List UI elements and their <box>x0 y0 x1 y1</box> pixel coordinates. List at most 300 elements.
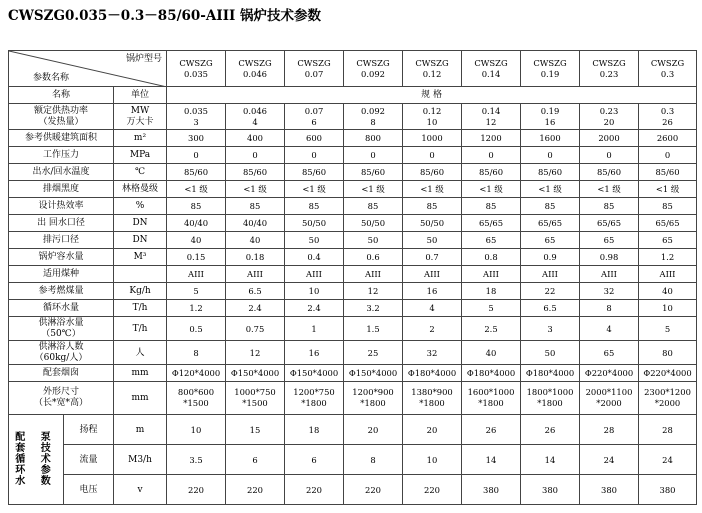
param-name-line: 额定供热功率 <box>33 105 88 116</box>
header-param-label: 参数名称 <box>33 73 70 83</box>
value-cell: 14 <box>462 445 521 475</box>
value-cell: 65 <box>521 232 580 249</box>
table-row <box>9 232 697 249</box>
value-cell <box>521 382 580 415</box>
value-cell: 5 <box>167 283 226 300</box>
param-name-line: （60kg/人） <box>34 352 88 363</box>
value-cell: 85/60 <box>167 164 226 181</box>
value-line: *1800 <box>537 398 563 408</box>
value-cell: 85 <box>639 198 697 215</box>
value-cell: 50/50 <box>344 215 403 232</box>
param-name-cell: 排污口径 <box>9 232 114 249</box>
value-cell: 0 <box>580 147 639 164</box>
value-cell: 65/65 <box>462 215 521 232</box>
value-cell: 1000 <box>403 130 462 147</box>
value-cell: 65/65 <box>580 215 639 232</box>
param-name-cell: 参考供暖建筑面积 <box>9 130 114 147</box>
model-header-cell <box>580 51 639 87</box>
param-name-cell: 适用煤种 <box>9 266 114 283</box>
value-cell <box>462 104 521 130</box>
value-cell: 0 <box>521 147 580 164</box>
table-row <box>9 164 697 181</box>
unit-cell: ℃ <box>114 164 167 181</box>
unit-cell: M3/h <box>114 445 167 475</box>
model-header-cell <box>167 51 226 87</box>
value-cell: 85/60 <box>344 164 403 181</box>
value-cell: 1.2 <box>167 300 226 317</box>
value-cell: 10 <box>403 445 462 475</box>
unit-cell: DN <box>114 232 167 249</box>
value-cell: 600 <box>285 130 344 147</box>
value-cell <box>580 104 639 130</box>
value-cell: AIII <box>285 266 344 283</box>
value-cell <box>226 104 285 130</box>
value-cell: AIII <box>580 266 639 283</box>
param-name-line: （长*宽*高） <box>33 398 88 408</box>
value-cell: 65 <box>462 232 521 249</box>
model-capacity: 0.14 <box>481 68 501 79</box>
value-cell: 50 <box>403 232 462 249</box>
value-cell: 26 <box>462 415 521 445</box>
value-cell: 65 <box>639 232 697 249</box>
value-cell: 2.4 <box>226 300 285 317</box>
value-line: *1500 <box>183 398 209 408</box>
value-cell <box>403 104 462 130</box>
value-cell: 25 <box>344 341 403 365</box>
table-row <box>9 365 697 382</box>
model-prefix: CWSZG <box>474 57 508 68</box>
value-cell <box>639 104 697 130</box>
value-line: 0.23 <box>599 105 619 116</box>
value-cell: AIII <box>167 266 226 283</box>
value-cell <box>285 104 344 130</box>
column-header-row <box>9 87 697 104</box>
value-cell <box>344 382 403 415</box>
value-cell: 220 <box>344 475 403 505</box>
value-cell <box>167 382 226 415</box>
value-line: 26 <box>662 116 673 127</box>
value-cell: 380 <box>462 475 521 505</box>
pump-row <box>9 445 697 475</box>
value-cell: 0.9 <box>521 249 580 266</box>
value-cell: 28 <box>639 415 697 445</box>
value-line: 0.14 <box>481 105 501 116</box>
model-prefix: CWSZG <box>356 57 390 68</box>
value-cell: 85 <box>403 198 462 215</box>
value-cell: <1 级 <box>521 181 580 198</box>
table-row <box>9 382 697 415</box>
param-name-cell: 参考燃煤量 <box>9 283 114 300</box>
value-line: 8 <box>370 116 376 127</box>
unit-cell: T/h <box>114 317 167 341</box>
value-cell: 1.5 <box>344 317 403 341</box>
param-name-line: 外形尺寸 <box>42 387 79 397</box>
value-line: 10 <box>426 116 438 127</box>
value-cell: 380 <box>580 475 639 505</box>
value-cell: 0.4 <box>285 249 344 266</box>
value-cell: 6.5 <box>226 283 285 300</box>
value-cell: 80 <box>639 341 697 365</box>
pump-group-line: 套 技 <box>15 443 57 454</box>
value-cell: 85 <box>580 198 639 215</box>
unit-cell: 人 <box>114 341 167 365</box>
model-capacity: 0.046 <box>243 68 267 79</box>
param-name-cell: 设计热效率 <box>9 198 114 215</box>
value-cell: 85/60 <box>521 164 580 181</box>
value-cell <box>344 104 403 130</box>
value-line: 6 <box>311 116 317 127</box>
value-cell: <1 级 <box>344 181 403 198</box>
value-cell: 300 <box>167 130 226 147</box>
value-line: 4 <box>252 116 258 127</box>
value-cell: Φ150*4000 <box>226 365 285 382</box>
unit-cell: mm <box>114 365 167 382</box>
value-cell: 3.5 <box>167 445 226 475</box>
value-line: 0.19 <box>540 105 560 116</box>
value-cell: 1.2 <box>639 249 697 266</box>
unit-cell: v <box>114 475 167 505</box>
pump-row <box>9 475 697 505</box>
value-line: 800*600 <box>177 387 215 397</box>
param-name-line: （50℃） <box>41 328 81 339</box>
unit-cell: M³ <box>114 249 167 266</box>
value-line: 0.07 <box>304 105 324 116</box>
param-name-cell <box>9 382 114 415</box>
value-cell: 1600 <box>521 130 580 147</box>
param-name-cell: 排烟黑度 <box>9 181 114 198</box>
value-cell <box>226 382 285 415</box>
value-line: 1600*1000 <box>467 387 515 397</box>
value-cell: 6 <box>226 445 285 475</box>
value-cell: <1 级 <box>167 181 226 198</box>
model-header-cell <box>226 51 285 87</box>
value-cell: 85/60 <box>580 164 639 181</box>
unit-line: MW <box>130 105 150 116</box>
value-line: *2000 <box>654 398 681 408</box>
value-cell <box>521 104 580 130</box>
value-cell: 0 <box>285 147 344 164</box>
value-cell: 3 <box>521 317 580 341</box>
param-name-cell: 出水/回水温度 <box>9 164 114 181</box>
unit-cell: MPa <box>114 147 167 164</box>
value-cell: 50 <box>285 232 344 249</box>
value-cell: 24 <box>639 445 697 475</box>
value-cell: 18 <box>285 415 344 445</box>
value-cell: 18 <box>462 283 521 300</box>
pump-param-name: 电压 <box>64 475 114 505</box>
model-header-cell <box>639 51 697 87</box>
value-cell: 2.4 <box>285 300 344 317</box>
table-row <box>9 341 697 365</box>
unit-cell: 林格曼级 <box>114 181 167 198</box>
value-cell: 85/60 <box>226 164 285 181</box>
table-row <box>9 300 697 317</box>
value-line: 1000*750 <box>234 387 276 397</box>
value-cell: Φ120*4000 <box>167 365 226 382</box>
unit-cell: Kg/h <box>114 283 167 300</box>
value-cell: <1 级 <box>462 181 521 198</box>
param-name-cell: 循环水量 <box>9 300 114 317</box>
pump-group-line: 水 数 <box>15 476 57 487</box>
value-cell: 0 <box>167 147 226 164</box>
value-cell <box>462 382 521 415</box>
value-cell: Φ150*4000 <box>344 365 403 382</box>
value-cell: 65/65 <box>521 215 580 232</box>
value-cell: 50/50 <box>285 215 344 232</box>
value-line: 0.092 <box>361 105 385 116</box>
value-cell: 40 <box>639 283 697 300</box>
value-cell: 85 <box>285 198 344 215</box>
model-header-row <box>9 51 697 87</box>
value-cell: 32 <box>580 283 639 300</box>
param-name-line: 供淋浴水量 <box>38 317 84 328</box>
value-cell: 85 <box>226 198 285 215</box>
value-cell: 40/40 <box>167 215 226 232</box>
value-cell: 26 <box>521 415 580 445</box>
value-cell: Φ150*4000 <box>285 365 344 382</box>
value-line: *1800 <box>301 398 327 408</box>
value-cell: 3.2 <box>344 300 403 317</box>
value-line: 1380*900 <box>411 387 453 397</box>
model-header-cell <box>344 51 403 87</box>
model-capacity: 0.3 <box>660 68 675 79</box>
header-model-label: 锅炉型号 <box>126 54 163 64</box>
value-cell: 8 <box>580 300 639 317</box>
unit-cell <box>114 104 167 130</box>
value-cell: 8 <box>167 341 226 365</box>
value-cell: <1 级 <box>580 181 639 198</box>
value-cell: AIII <box>403 266 462 283</box>
value-cell: AIII <box>521 266 580 283</box>
value-cell: 85 <box>167 198 226 215</box>
value-line: 1200*900 <box>352 387 394 397</box>
table-row <box>9 147 697 164</box>
value-cell: 22 <box>521 283 580 300</box>
value-cell: 40 <box>462 341 521 365</box>
param-name-cell <box>9 104 114 130</box>
value-cell: 380 <box>521 475 580 505</box>
value-line: *1500 <box>242 398 268 408</box>
value-cell: 65 <box>580 232 639 249</box>
value-cell: 0.6 <box>344 249 403 266</box>
model-prefix: CWSZG <box>297 57 331 68</box>
value-cell: 50/50 <box>403 215 462 232</box>
table-row <box>9 104 697 130</box>
value-cell: <1 级 <box>285 181 344 198</box>
value-cell: 85/60 <box>403 164 462 181</box>
value-cell: 0 <box>344 147 403 164</box>
unit-cell: mm <box>114 382 167 415</box>
param-name-line: 供淋浴人数 <box>38 341 84 352</box>
pump-group-line: 配 泵 <box>15 432 57 443</box>
model-capacity: 0.12 <box>422 68 442 79</box>
model-prefix: CWSZG <box>533 57 567 68</box>
value-cell: 2000 <box>580 130 639 147</box>
value-cell: 40/40 <box>226 215 285 232</box>
value-cell: 40 <box>167 232 226 249</box>
param-name-cell <box>9 341 114 365</box>
value-cell: 0 <box>226 147 285 164</box>
value-cell: 0.75 <box>226 317 285 341</box>
value-line: 1800*1000 <box>526 387 574 397</box>
value-cell: Φ220*4000 <box>639 365 697 382</box>
model-header-cell <box>462 51 521 87</box>
value-cell: AIII <box>344 266 403 283</box>
value-cell: 85 <box>344 198 403 215</box>
value-cell: 0.7 <box>403 249 462 266</box>
value-cell: 16 <box>285 341 344 365</box>
value-cell: 20 <box>403 415 462 445</box>
value-cell: 12 <box>226 341 285 365</box>
value-cell: 5 <box>639 317 697 341</box>
value-line: 2000*1100 <box>585 387 633 397</box>
pump-param-name: 扬程 <box>64 415 114 445</box>
value-cell: 0.18 <box>226 249 285 266</box>
value-cell: 5 <box>462 300 521 317</box>
value-cell: 0.8 <box>462 249 521 266</box>
value-line: 20 <box>603 116 615 127</box>
unit-cell <box>114 266 167 283</box>
value-cell: <1 级 <box>403 181 462 198</box>
value-cell <box>167 104 226 130</box>
table-row <box>9 266 697 283</box>
value-cell: 380 <box>639 475 697 505</box>
value-cell: 0.5 <box>167 317 226 341</box>
table-row <box>9 215 697 232</box>
pump-row <box>9 415 697 445</box>
value-line: *2000 <box>596 398 622 408</box>
value-cell: 16 <box>403 283 462 300</box>
value-line: 0.3 <box>660 105 675 116</box>
value-line: 1200*750 <box>293 387 335 397</box>
param-name-cell: 出 回水口径 <box>9 215 114 232</box>
diagonal-header-cell <box>9 51 167 87</box>
value-cell: AIII <box>226 266 285 283</box>
spec-table <box>8 50 697 505</box>
param-name-cell: 锅炉容水量 <box>9 249 114 266</box>
value-cell <box>639 382 697 415</box>
value-cell: 8 <box>344 445 403 475</box>
model-header-cell <box>521 51 580 87</box>
value-cell <box>285 382 344 415</box>
value-cell: 800 <box>344 130 403 147</box>
value-cell: 24 <box>580 445 639 475</box>
value-cell: 85/60 <box>639 164 697 181</box>
model-prefix: CWSZG <box>179 57 213 68</box>
value-cell: 85 <box>462 198 521 215</box>
value-line: *1800 <box>478 398 504 408</box>
value-cell: AIII <box>639 266 697 283</box>
param-name-cell: 配套烟囱 <box>9 365 114 382</box>
model-capacity: 0.092 <box>361 68 385 79</box>
table-row <box>9 249 697 266</box>
unit-cell: m <box>114 415 167 445</box>
value-cell: 50 <box>521 341 580 365</box>
param-name-line: （发热量） <box>38 116 84 127</box>
value-cell: 220 <box>226 475 285 505</box>
value-cell: AIII <box>462 266 521 283</box>
value-line: 2300*1200 <box>644 387 691 397</box>
unit-cell: % <box>114 198 167 215</box>
value-cell: 10 <box>639 300 697 317</box>
value-cell: 220 <box>167 475 226 505</box>
value-cell: 220 <box>403 475 462 505</box>
value-line: 0.035 <box>184 105 208 116</box>
value-line: 16 <box>544 116 556 127</box>
model-capacity: 0.19 <box>540 68 560 79</box>
pump-param-name: 流量 <box>64 445 114 475</box>
value-line: 3 <box>193 116 199 127</box>
value-cell: 4 <box>580 317 639 341</box>
col-name-header: 名称 <box>9 87 114 104</box>
model-header-cell <box>403 51 462 87</box>
value-cell: 0 <box>403 147 462 164</box>
value-cell: Φ180*4000 <box>521 365 580 382</box>
value-line: *1800 <box>360 398 386 408</box>
value-cell: 0.15 <box>167 249 226 266</box>
value-cell: 0 <box>639 147 697 164</box>
value-line: 0.12 <box>422 105 442 116</box>
value-cell: 1200 <box>462 130 521 147</box>
value-cell: 0.98 <box>580 249 639 266</box>
value-cell: 40 <box>226 232 285 249</box>
value-line: 12 <box>485 116 497 127</box>
unit-line: 万大卡 <box>126 116 154 127</box>
value-cell: 10 <box>167 415 226 445</box>
value-cell: 32 <box>403 341 462 365</box>
table-row <box>9 198 697 215</box>
model-prefix: CWSZG <box>650 57 685 68</box>
pump-group-line: 循 术 <box>15 454 57 465</box>
value-cell: 6.5 <box>521 300 580 317</box>
unit-cell: m² <box>114 130 167 147</box>
value-cell: <1 级 <box>639 181 697 198</box>
value-cell: 1 <box>285 317 344 341</box>
value-cell: 0 <box>462 147 521 164</box>
page-title: CWSZG0.035－0.3－85/60-AIII 锅炉技术参数 <box>8 8 322 24</box>
model-prefix: CWSZG <box>592 57 626 68</box>
table-row <box>9 283 697 300</box>
value-cell: 28 <box>580 415 639 445</box>
value-cell: 85/60 <box>462 164 521 181</box>
model-capacity: 0.07 <box>304 68 324 79</box>
value-line: 0.046 <box>243 105 267 116</box>
value-cell: 50 <box>344 232 403 249</box>
param-name-cell: 工作压力 <box>9 147 114 164</box>
value-cell: 2600 <box>639 130 697 147</box>
value-cell: 15 <box>226 415 285 445</box>
value-cell: Φ180*4000 <box>403 365 462 382</box>
value-cell: Φ180*4000 <box>462 365 521 382</box>
value-cell: 220 <box>285 475 344 505</box>
value-cell: 65 <box>580 341 639 365</box>
table-row <box>9 181 697 198</box>
table-row <box>9 317 697 341</box>
col-unit-header: 单位 <box>114 87 167 104</box>
value-cell: 400 <box>226 130 285 147</box>
pump-group-label <box>9 415 64 505</box>
value-line: *1800 <box>419 398 445 408</box>
value-cell: 12 <box>344 283 403 300</box>
value-cell: 20 <box>344 415 403 445</box>
value-cell: Φ220*4000 <box>580 365 639 382</box>
value-cell <box>580 382 639 415</box>
value-cell: 65/65 <box>639 215 697 232</box>
value-cell: 85/60 <box>285 164 344 181</box>
value-cell: 85 <box>521 198 580 215</box>
value-cell: 4 <box>403 300 462 317</box>
value-cell: 2 <box>403 317 462 341</box>
